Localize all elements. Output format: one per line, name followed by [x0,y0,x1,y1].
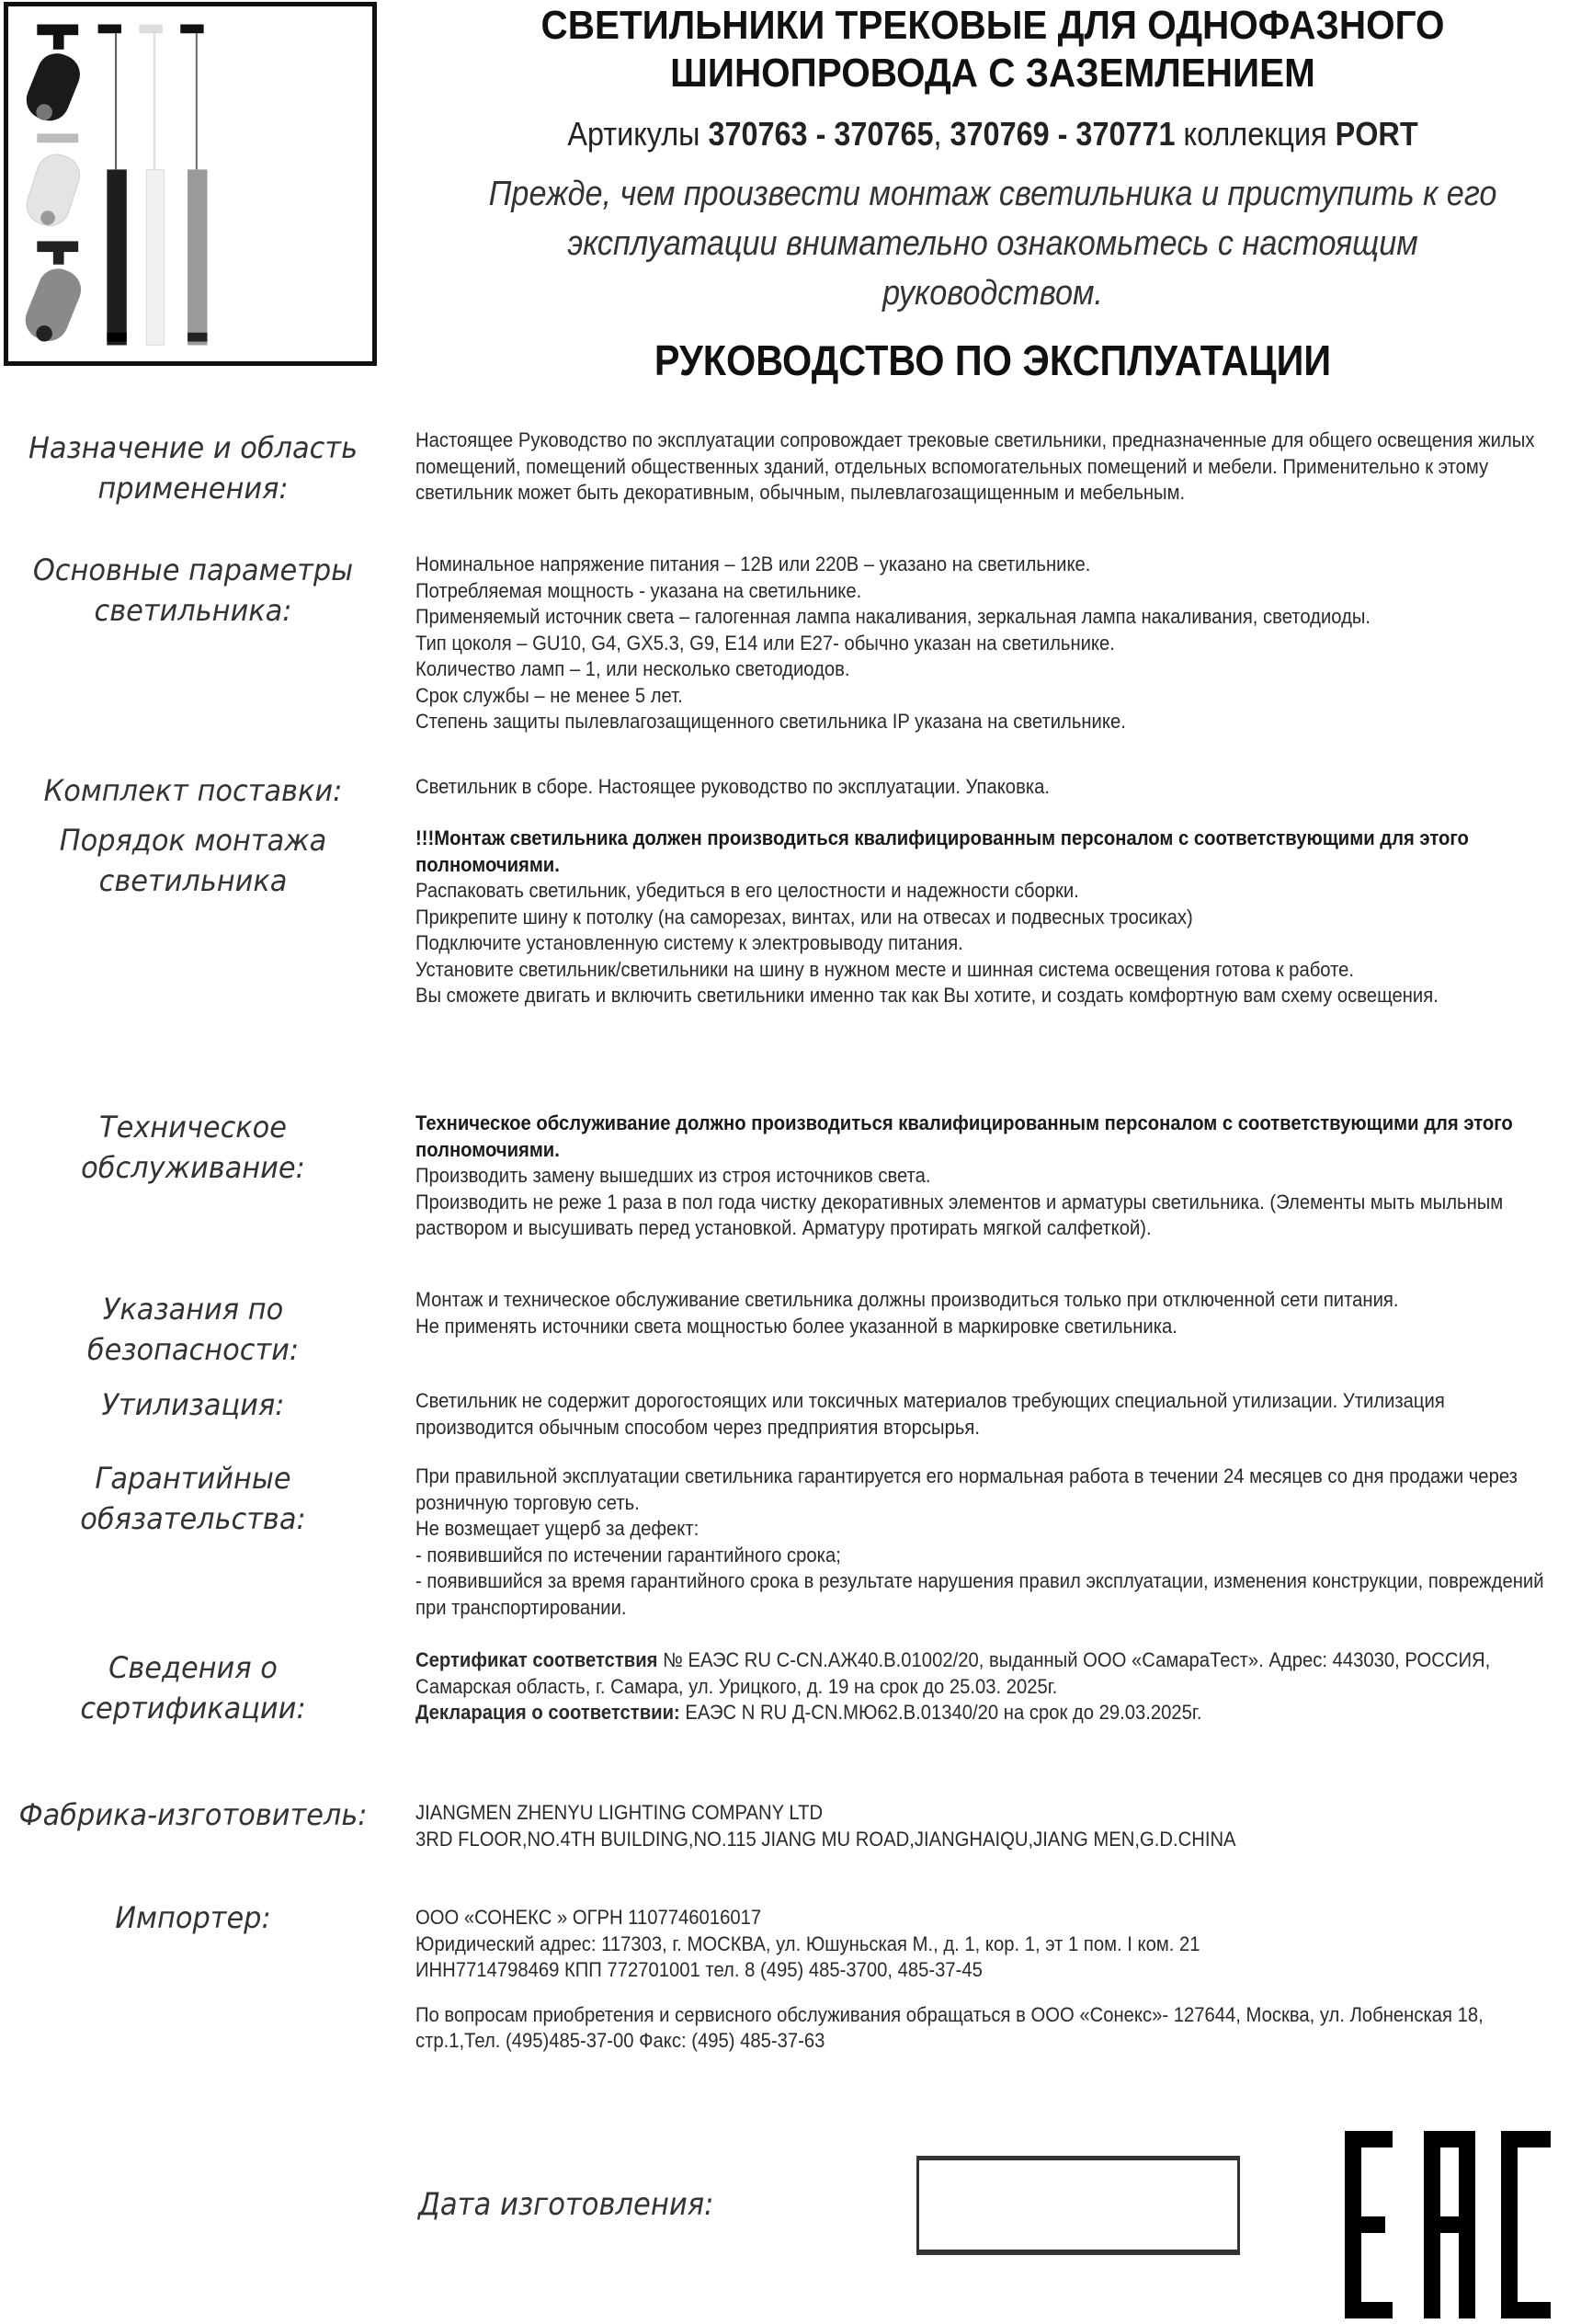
pendant-grey [180,24,207,345]
section-line: При правильной эксплуатации светильника гарантируется его нормальная работа в течении 24 месяцев со дня продажи через розничную торговую сеть. [415,1464,1518,1514]
declaration-text: ЕАЭС N RU Д-CN.МЮ62.В.01340/20 на срок до 29.03.2025г. [679,1701,1202,1724]
title-line-2: ШИНОПРОВОДА С ЗАЗЕМЛЕНИЕМ [670,51,1315,96]
manufacturer-name: JIANGMEN ZHENYU LIGHTING COMPANY LTD [415,1801,824,1824]
section-body [415,1111,1574,1242]
eac-certification-mark [1345,2131,1551,2318]
importer-address: Юридический адрес: 117303, г. МОСКВА, ул. Юшуньская М., д. 1, кор. 1, эт 1 пом. I ком. 21 [415,1931,1200,1955]
product-illustration [8,6,372,361]
section-line: Подключите установленную систему к электровыводу питания. [415,931,963,954]
section-line: Не возмещает ущерб за дефект: [415,1517,700,1540]
section-line-bold: !!!Монтаж светильника должен производиться квалифицированным персоналом с соответствующими для этого полномочиями. [415,826,1469,876]
declaration-label: Декларация о соответствии: [415,1701,680,1724]
certificate-line [415,1647,1565,1700]
articles-range-1: 370763 - 370765 [708,115,934,153]
section-body [415,427,1574,507]
track-spot-grey [19,241,86,347]
section-line: - появившийся за время гарантийного срока в результате нарушения правил эксплуатации, изменения конструкции, повреждений при транспортировании. [415,1569,1544,1619]
manufacturer-address: 3RD FLOOR,NO.4TH BUILDING,NO.115 JIANG MU ROAD,JIANGHAIQU,JIANG MEN,G.D.CHINA [415,1827,1236,1851]
section-label: Фабрика-изготовитель: [18,1797,368,1832]
section-label: Гарантийные обязательства: [80,1461,306,1536]
product-image [4,2,377,366]
intro-warning: Прежде, чем произвести монтаж светильника и приступить к его эксплуатации внимательно ознакомьтесь с настоящим руководством. [488,175,1497,313]
certificate-text: № ЕАЭС RU С-CN.АЖ40.В.01002/20, выданный ООО «СамараТест». Адрес: 443030, РОССИЯ, Самарская область, г. Самара, ул. Урицкого, д. 19 на срок до 25.03. 2025г. [415,1648,1491,1698]
section-body [415,774,1574,801]
declaration-line [415,1700,1565,1726]
section-label: Утилизация: [101,1387,285,1422]
title-line-1: СВЕТИЛЬНИКИ ТРЕКОВЫЕ ДЛЯ ОДНОФАЗНОГО [540,3,1445,48]
section-line: Светильник не содержит дорогостоящих или токсичных материалов требующих специальной утилизации. Утилизация производится обычным способом через предприятия вторсырья. [415,1389,1445,1439]
section-line: Производить не реже 1 раза в пол года чистку декоративных элементов и арматуры светильника. (Элементы мыть мыльным раствором и высушивать перед установкой. Арматуру протирать мягкой салфеткой). [415,1190,1504,1239]
section-line-bold: Техническое обслуживание должно производиться квалифицированным персоналом с соответствующими для этого полномочиями. [415,1111,1513,1161]
section-body [415,552,1574,735]
manufacture-date-field[interactable] [916,2156,1240,2255]
section-line: Количество ламп – 1, или несколько светодиодов. [415,657,850,680]
pendant-white [139,24,164,345]
section-line: - появившийся по истечении гарантийного срока; [415,1543,841,1566]
section-body [415,1287,1574,1339]
section-line: Настоящее Руководство по эксплуатации сопровождает трековые светильники, предназначенные для общего освещения жилых помещений, помещений общественных зданий, отдельных вспомогательных помещений и мебели. Применительно к этому светильник может быть декоративным, обычным, пылевлагозащищенным и мебельным. [415,428,1535,504]
section-line: Не применять источники света мощностью более указанной в маркировке светильника. [415,1314,1177,1338]
section-label: Техническое обслуживание: [81,1110,305,1185]
collection-name: PORT [1335,115,1418,153]
section-body [415,1464,1574,1621]
section-line: Номинальное напряжение питания – 12В или 220В – указано на светильнике. [415,553,1091,575]
section-line: Применяемый источник света – галогенная лампа накаливания, зеркальная лампа накаливания, светодиоды. [415,605,1371,628]
articles-separator: , [933,115,942,153]
track-spot-black [20,24,85,126]
articles-range-2: 370769 - 370771 [950,115,1176,153]
section-line: Распаковать светильник, убедиться в его целостности и надежности сборки. [415,879,1079,902]
track-spot-white [22,133,85,231]
article-numbers [463,114,1522,154]
service-contact: По вопросам приобретения и сервисного обслуживания обращаться в ООО «Сонекс»- 127644, Москва, ул. Лобненская 18, стр.1,Тел. (495)485-37-00 Факс: (495) 485-37-63 [415,2002,1484,2052]
importer-tax-phone: ИНН7714798469 КПП 772701001 тел. 8 (495) 485-3700, 485-37-45 [415,1958,983,1981]
document-title [451,2,1534,97]
section-body [415,1647,1574,1726]
section-line: Светильник в сборе. Настоящее руководство по эксплуатации. Упаковка. [415,775,1050,798]
section-line: Установите светильник/светильники на шину в нужном месте и шинная система освещения готова к работе. [415,957,1355,981]
section-line: Потребляемая мощность - указана на светильнике. [415,578,862,602]
document-header [404,0,1581,386]
section-label: Импортер: [115,1900,271,1935]
pendant-black [98,24,127,345]
section-line: Прикрепите шину к потолку (на саморезах, винтах, или на отвесах и подвесных тросиках) [415,905,1193,928]
section-line: Тип цоколя – GU10, G4, GX5.3, G9, E14 или E27- обычно указан на светильнике. [415,631,1115,655]
articles-prefix: Артикулы [567,115,700,153]
section-line: Производить замену вышедших из строя источников света. [415,1164,931,1187]
certificate-label: Сертификат соответствия [415,1648,658,1671]
manual-title: РУКОВОДСТВО ПО ЭКСПЛУАТАЦИИ [654,336,1332,384]
section-body [415,1905,1574,2055]
section-line: Вы сможете двигать и включить светильники именно так как Вы хотите, и создать комфортную вам схему освещения. [415,984,1439,1007]
section-line: Монтаж и техническое обслуживание светильника должны производиться только при отключенной сети питания. [415,1288,1399,1311]
section-body [415,1800,1574,1852]
section-label: Порядок монтажа светильника [59,823,327,898]
section-label: Основные параметры светильника: [32,553,354,628]
section-body [415,826,1574,1009]
section-label: Назначение и область применения: [28,430,358,506]
section-label: Сведения о сертификации: [80,1650,306,1726]
section-body [415,1388,1574,1441]
spacer [415,1984,1574,2002]
section-label: Комплект поставки: [43,773,343,808]
section-line: Срок службы – не менее 5 лет. [415,683,683,707]
section-line: Степень защиты пылевлагозащищенного светильника IP указана на светильнике. [415,710,1126,733]
importer-name: ООО «СОНЕКС » ОГРН 1107746016017 [415,1906,762,1929]
collection-word: коллекция [1183,115,1327,153]
manufacture-date-label: Дата изготовления: [418,2186,714,2223]
section-label: Указания по безопасности: [86,1292,300,1367]
